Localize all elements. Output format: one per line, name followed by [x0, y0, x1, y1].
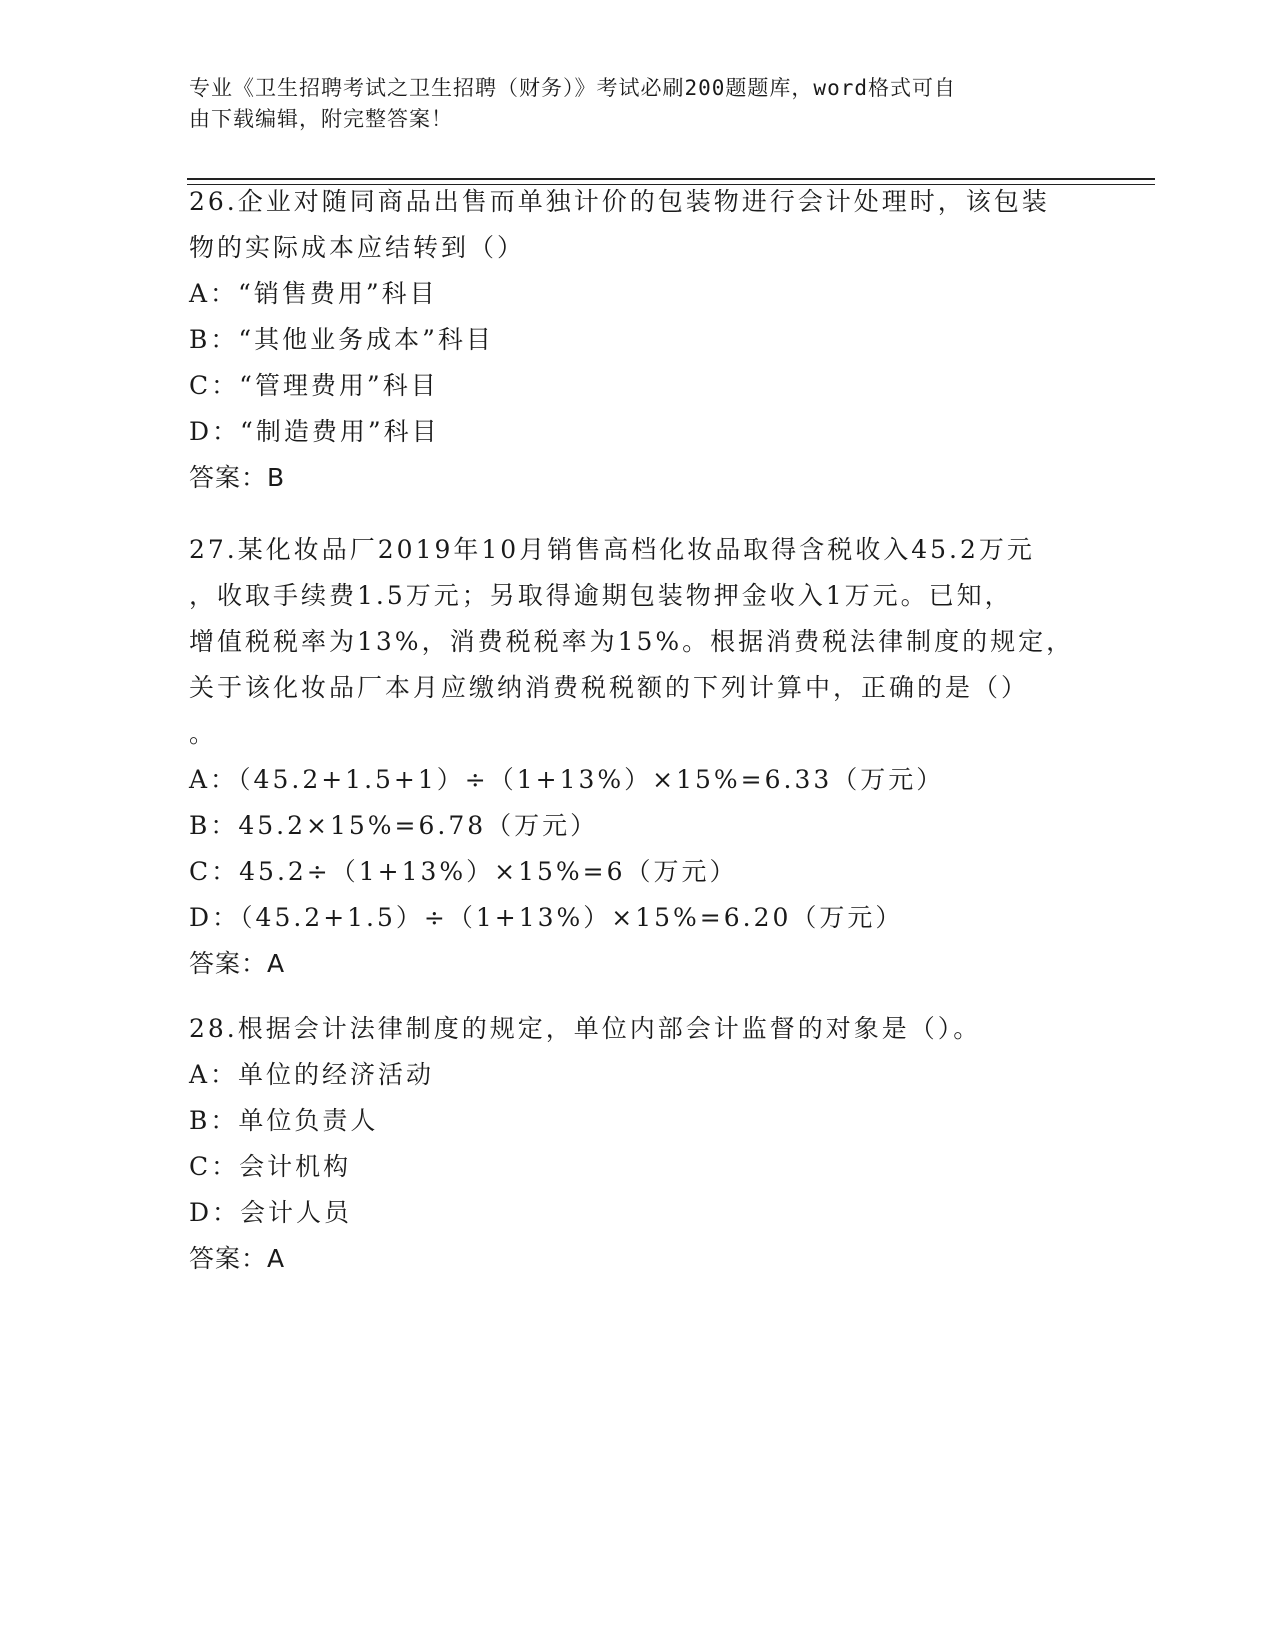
header-line-2: 由下载编辑，附完整答案！	[189, 107, 453, 131]
header-line-1: 专业《卫生招聘考试之卫生招聘（财务）》考试必刷200题题库，word格式可自	[189, 76, 956, 100]
question-26	[189, 179, 1089, 501]
question-stem-line: ，收取手续费1.5万元；另取得逾期包装物押金收入1万元。已知，	[189, 581, 1013, 610]
option-d: D：“制造费用”科目	[189, 417, 440, 446]
question-stem-line: 26.企业对随同商品出售而单独计价的包装物进行会计处理时，该包装	[189, 187, 1050, 216]
option-a: A：“销售费用”科目	[189, 279, 438, 308]
question-28	[189, 1006, 1089, 1282]
answer-line: 答案：A	[189, 1244, 286, 1273]
option-b: B：单位负责人	[189, 1106, 379, 1135]
option-c: C：会计机构	[189, 1152, 352, 1181]
document-header	[189, 73, 1069, 135]
question-stem-line: 物的实际成本应结转到（）	[189, 233, 526, 262]
question-stem-line: 关于该化妆品厂本月应缴纳消费税税额的下列计算中，正确的是（）	[189, 673, 1030, 702]
option-c: C：“管理费用”科目	[189, 371, 439, 400]
option-b: B：45.2×15%=6.78（万元）	[189, 811, 599, 840]
option-a: A：单位的经济活动	[189, 1060, 435, 1089]
answer-line: 答案：A	[189, 949, 286, 978]
option-d: D：会计人员	[189, 1198, 353, 1227]
option-b: B：“其他业务成本”科目	[189, 325, 494, 354]
option-d: D：（45.2+1.5）÷（1+13%）×15%=6.20（万元）	[189, 903, 904, 932]
option-c: C：45.2÷（1+13%）×15%=6（万元）	[189, 857, 738, 886]
question-stem-line: 增值税税率为13%，消费税税率为15%。根据消费税法律制度的规定，	[189, 627, 1075, 656]
question-stem-line: 。	[189, 719, 218, 748]
answer-line: 答案：B	[189, 463, 286, 492]
question-stem-line: 28.根据会计法律制度的规定，单位内部会计监督的对象是（）。	[189, 1014, 982, 1043]
question-27	[189, 527, 1089, 987]
question-stem-line: 27.某化妆品厂2019年10月销售高档化妆品取得含税收入45.2万元	[189, 535, 1035, 564]
option-a: A：（45.2+1.5+1）÷（1+13%）×15%=6.33（万元）	[189, 765, 945, 794]
